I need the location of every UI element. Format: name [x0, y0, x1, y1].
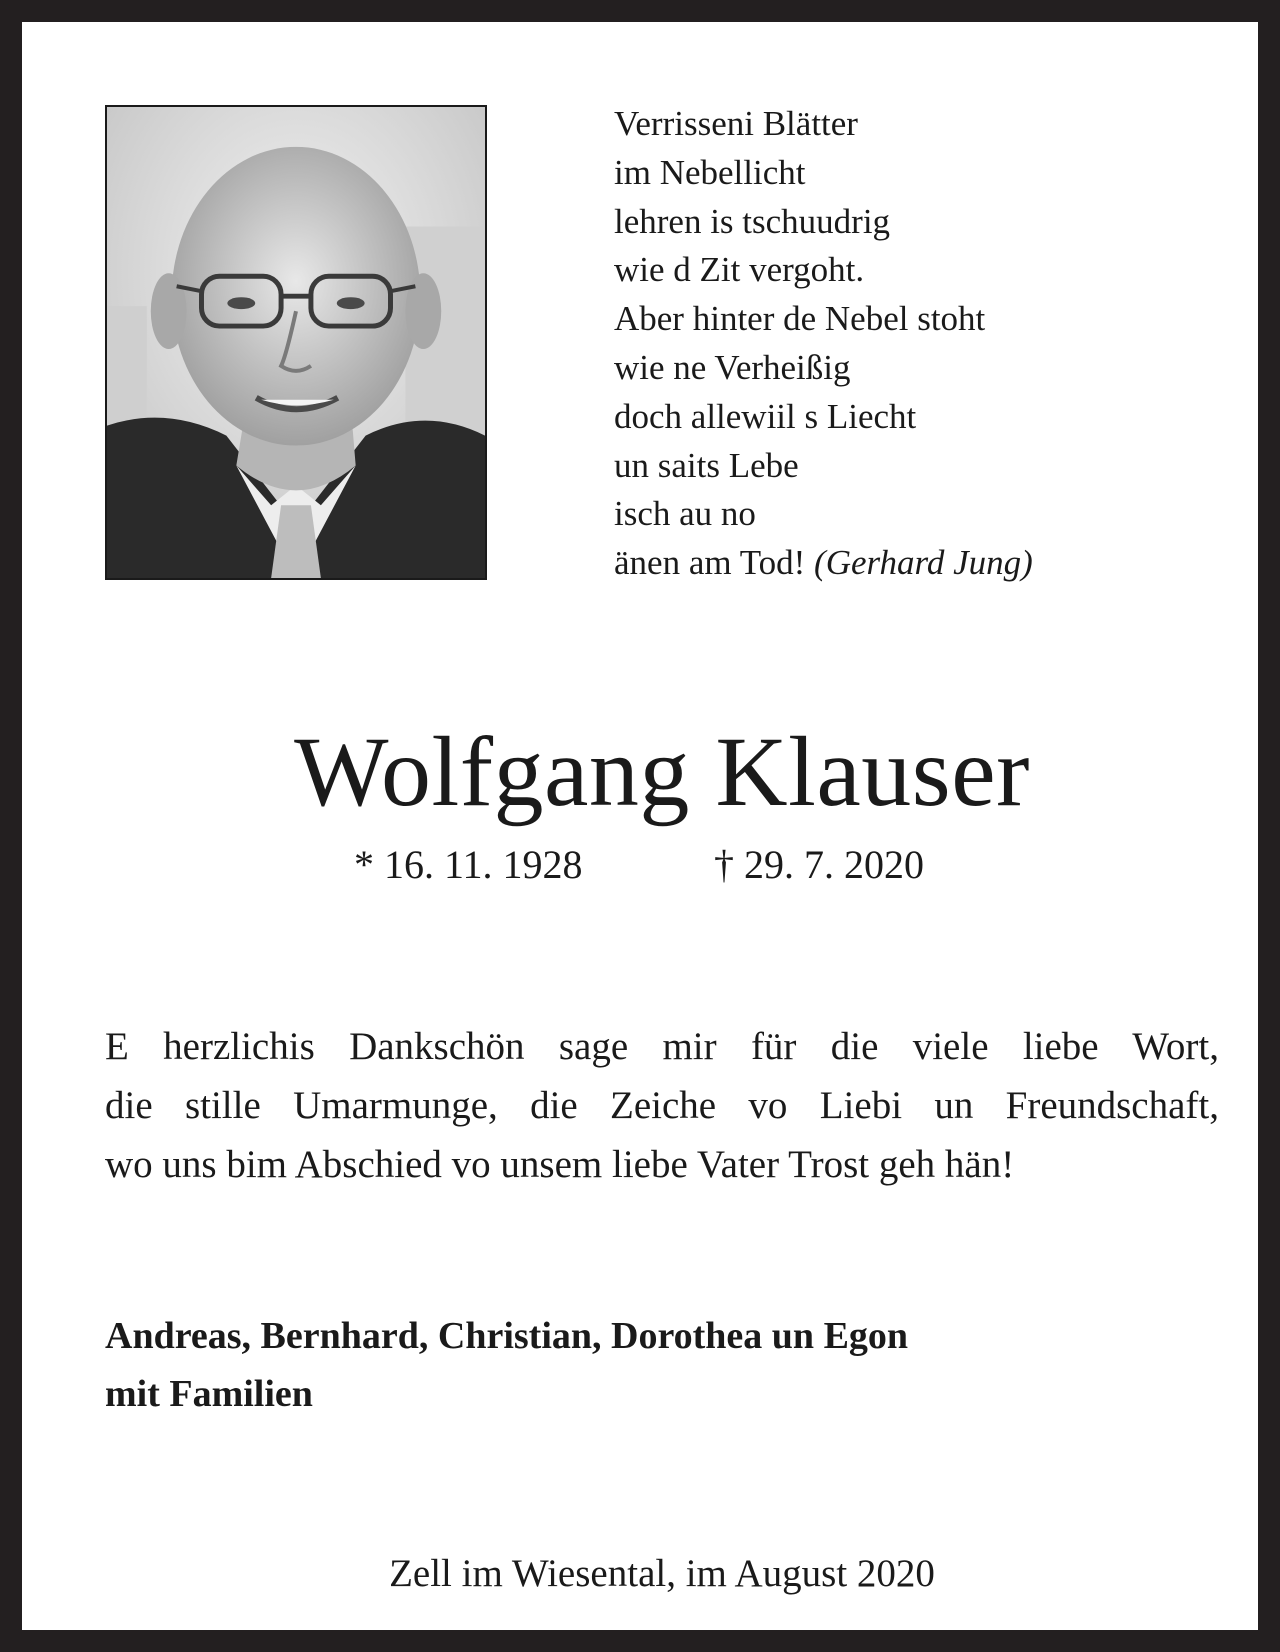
poem-line: un saits Lebe — [614, 445, 799, 485]
thanks-line: wo uns bim Abschied vo unsem liebe Vater Trost geh hän! — [105, 1143, 1015, 1186]
thanks-line: E herzlichis Dankschön sage mir für die viele liebe Wort, — [105, 1025, 1219, 1068]
thanks-line: die stille Umarmunge, die Zeiche vo Liebi un Freundschaft, — [105, 1084, 1219, 1127]
poem-line-text: änen am Tod! — [614, 543, 806, 583]
poem-line: im Nebellicht — [614, 152, 806, 192]
family-line: Andreas, Bernhard, Christian, Dorothea un Egon — [105, 1315, 909, 1357]
poem-line: doch allewiil s Liecht — [614, 396, 917, 436]
poem-line: wie ne Verheißig — [614, 347, 851, 387]
family-line: mit Familien — [105, 1373, 313, 1415]
poem — [614, 100, 1214, 588]
family-signature — [105, 1307, 908, 1423]
poem-line: Verrisseni Blätter — [614, 104, 858, 143]
birth-date: * 16. 11. 1928 — [354, 842, 583, 887]
poem-line: wie d Zit vergoht. — [614, 250, 865, 290]
thanks-text — [105, 1017, 1219, 1194]
poem-line: Aber hinter de Nebel stoht — [614, 299, 986, 339]
poem-line: isch au no — [614, 494, 756, 534]
poem-author: (Gerhard Jung) — [814, 543, 1033, 583]
poem-last-line — [614, 539, 1214, 588]
deceased-name: Wolfgang Klauser — [294, 716, 1030, 827]
death-date: † 29. 7. 2020 — [714, 842, 924, 887]
poem-line: lehren is tschuudrig — [614, 201, 891, 241]
place-and-date: Zell im Wiesental, im August 2020 — [389, 1552, 935, 1595]
portrait-photo — [105, 105, 487, 580]
portrait-photo-icon — [107, 107, 485, 578]
